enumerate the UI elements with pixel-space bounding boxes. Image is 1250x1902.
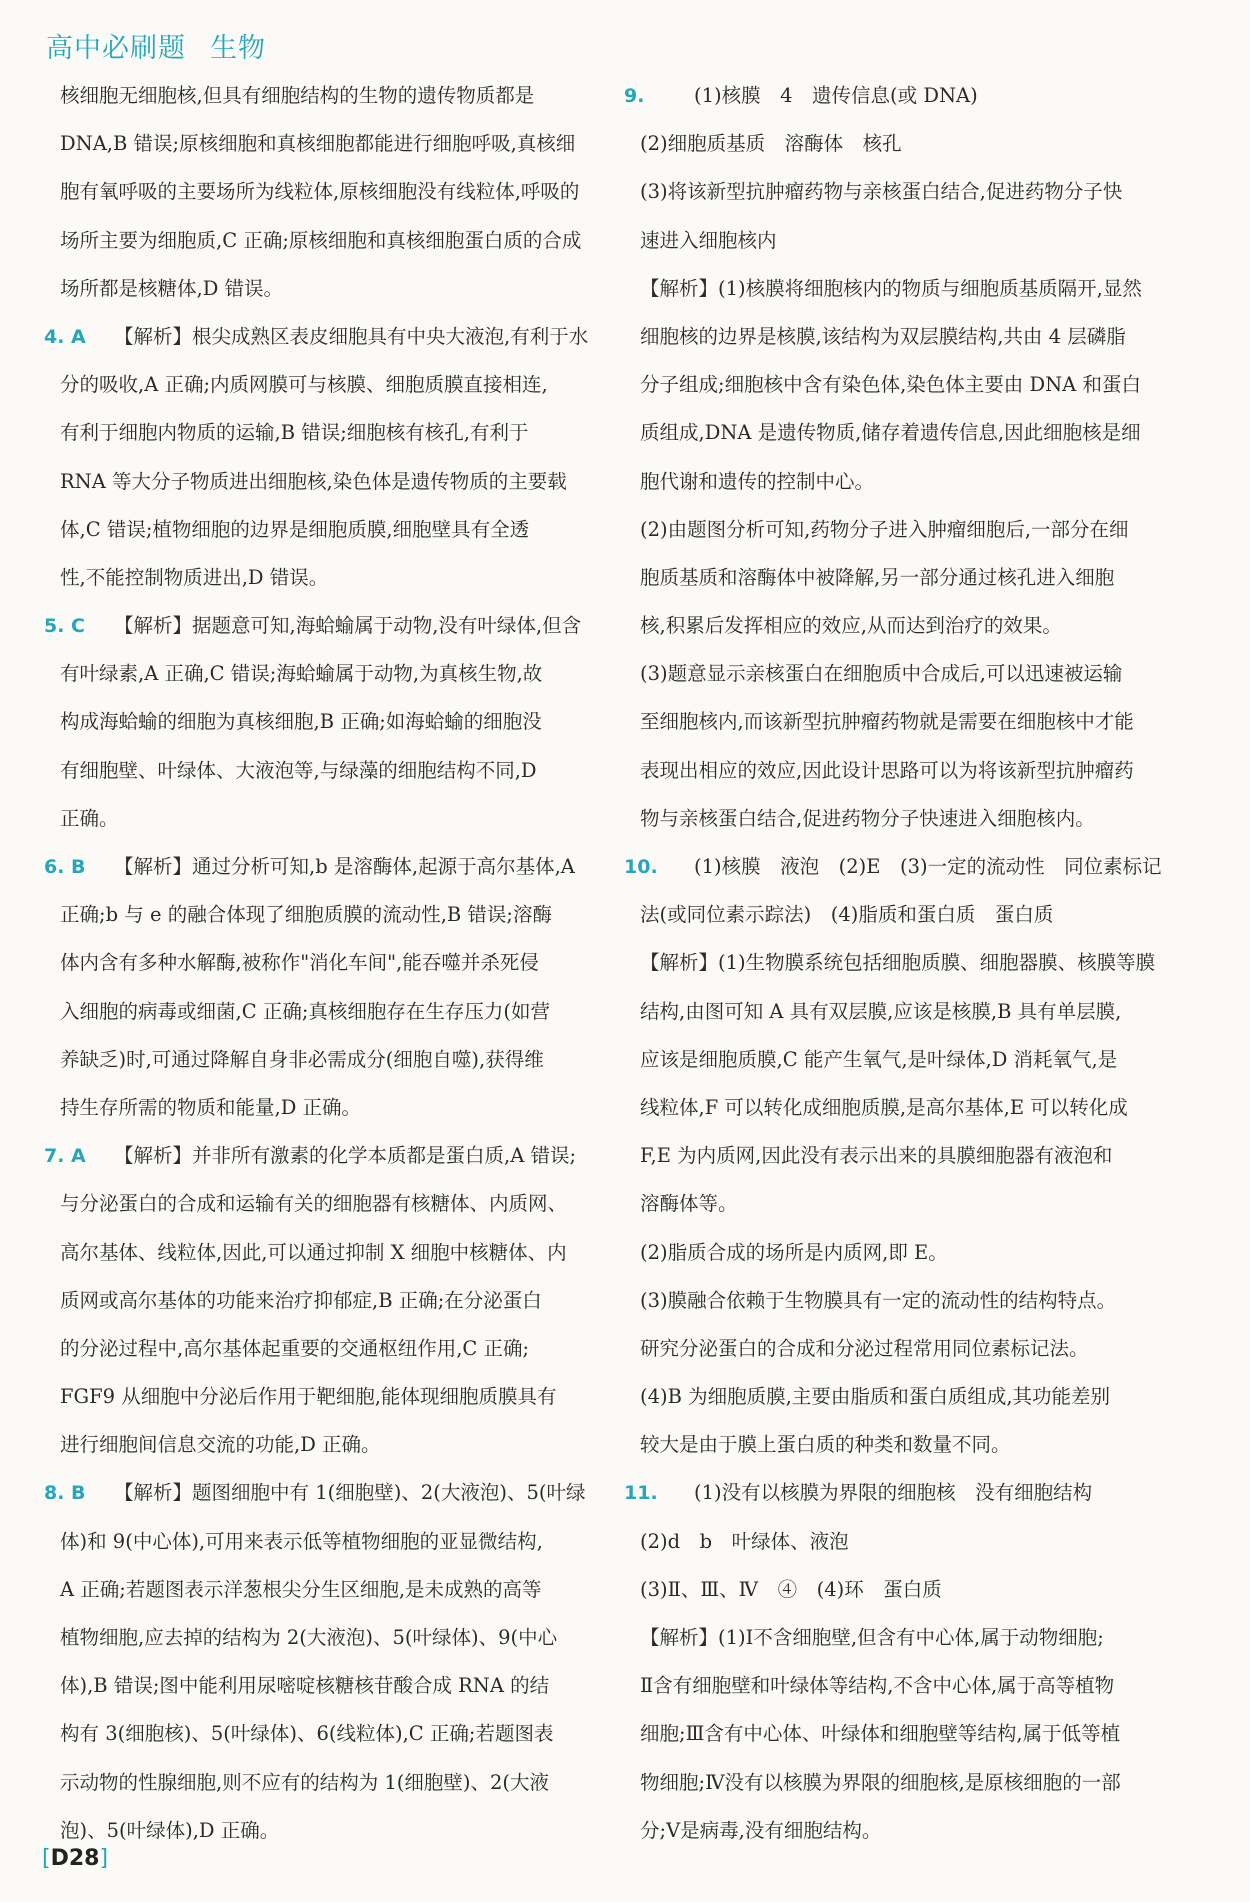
text-line: [640, 1229, 1200, 1277]
line-text: 应该是细胞质膜,C 能产生氧气,是叶绿体,D 消耗氧气,是: [640, 1047, 1118, 1071]
line-text: 物细胞;Ⅳ没有以核膜为界限的细胞核,是原核细胞的一部: [640, 1770, 1121, 1794]
text-line: [60, 1759, 610, 1807]
line-text: 构成海蛤蝓的细胞为真核细胞,B 正确;如海蛤蝓的细胞没: [60, 710, 542, 734]
question-number: 5. C: [44, 615, 85, 638]
text-line: [640, 1036, 1200, 1084]
text-line: [60, 988, 610, 1036]
line-text: 分;Ⅴ是病毒,没有细胞结构。: [640, 1818, 882, 1842]
text-line: [640, 1180, 1200, 1228]
book-title: 高中必刷题: [46, 33, 186, 64]
text-line: [60, 217, 610, 265]
text-line: [60, 409, 610, 457]
line-text: 正确;b 与 e 的融合体现了细胞质膜的流动性,B 错误;溶酶: [60, 903, 552, 927]
text-line: [60, 1662, 610, 1710]
line-text: 至细胞核内,而该新型抗肿瘤药物就是需要在细胞核中才能: [640, 710, 1134, 734]
line-text: 体),B 错误;图中能利用尿嘧啶核糖核苷酸合成 RNA 的结: [60, 1674, 550, 1698]
text-line: [60, 939, 610, 987]
text-line: [640, 891, 1200, 939]
line-text: 体,C 错误;植物细胞的边界是细胞质膜,细胞壁具有全透: [60, 517, 530, 541]
left-column: [44, 72, 610, 1855]
line-text: (2)脂质合成的场所是内质网,即 E。: [640, 1240, 948, 1264]
question-number: 8. B: [44, 1482, 86, 1505]
text-line: [60, 650, 610, 698]
line-text: 【解析】(1)核膜将细胞核内的物质与细胞质基质隔开,显然: [640, 276, 1142, 300]
text-line: [640, 168, 1200, 216]
line-text: (3)题意显示亲核蛋白在细胞质中合成后,可以迅速被运输: [640, 662, 1123, 686]
subject-label: 生物: [210, 33, 266, 64]
line-text: 有叶绿素,A 正确,C 错误;海蛤蝓属于动物,为真核生物,故: [60, 662, 543, 686]
text-line: [640, 1421, 1200, 1469]
line-text: 性,不能控制物质进出,D 错误。: [60, 565, 329, 589]
text-line: [640, 1759, 1200, 1807]
text-line: [640, 1614, 1200, 1662]
line-text: 物与亲核蛋白结合,促进药物分子快速进入细胞核内。: [640, 806, 1095, 830]
text-line: [60, 1614, 610, 1662]
text-line: [60, 891, 610, 939]
text-line: [640, 1132, 1200, 1180]
line-text: 【解析】(1)生物膜系统包括细胞质膜、细胞器膜、核膜等膜: [640, 951, 1156, 975]
text-line: [60, 1373, 610, 1421]
line-text: A 正确;若题图表示洋葱根尖分生区细胞,是未成熟的高等: [60, 1577, 542, 1601]
line-text: (3)将该新型抗肿瘤药物与亲核蛋白结合,促进药物分子快: [640, 180, 1123, 204]
line-text: 研究分泌蛋白的合成和分泌过程常用同位素标记法。: [640, 1336, 1089, 1360]
page-number: [D28]: [42, 1846, 109, 1871]
text-line: [44, 1469, 610, 1517]
line-text: 结构,由图可知 A 具有双层膜,应该是核膜,B 具有单层膜,: [640, 999, 1122, 1023]
line-text: 法(或同位素示踪法) (4)脂质和蛋白质 蛋白质: [640, 903, 1054, 927]
text-line: [640, 1566, 1200, 1614]
question-number: 9.: [624, 85, 645, 107]
text-line: [624, 72, 1200, 120]
text-line: [640, 506, 1200, 554]
text-line: [60, 458, 610, 506]
question-number: 6. B: [44, 856, 86, 878]
text-line: [60, 1807, 610, 1855]
line-text: 正确。: [60, 806, 119, 830]
text-line: [60, 1566, 610, 1614]
text-line: [640, 1662, 1200, 1710]
text-line: [640, 988, 1200, 1036]
line-text: 【解析】题图细胞中有 1(细胞壁)、2(大液泡)、5(叶绿: [114, 1481, 586, 1505]
question-number: 10.: [624, 856, 658, 878]
text-line: [60, 506, 610, 554]
text-line: [44, 313, 610, 361]
text-line: [640, 1084, 1200, 1132]
text-line: [640, 939, 1200, 987]
text-line: [60, 1710, 610, 1758]
line-text: 表现出相应的效应,因此设计思路可以为将该新型抗肿瘤药: [640, 758, 1134, 782]
text-line: [640, 1277, 1200, 1325]
text-line: [640, 1325, 1200, 1373]
text-line: [640, 747, 1200, 795]
text-line: [60, 795, 610, 843]
question-number: 7. A: [44, 1145, 86, 1168]
question-number: 11.: [624, 1482, 658, 1505]
line-text: 细胞核的边界是核膜,该结构为双层膜结构,共由 4 层磷脂: [640, 324, 1126, 348]
right-column: [624, 72, 1200, 1855]
line-text: 核,积累后发挥相应的效应,从而达到治疗的效果。: [640, 614, 1062, 638]
text-line: [640, 265, 1200, 313]
text-line: [60, 1180, 610, 1228]
line-text: (3)Ⅱ、Ⅲ、Ⅳ ④ (4)环 蛋白质: [640, 1577, 942, 1601]
line-text: 细胞;Ⅲ含有中心体、叶绿体和细胞壁等结构,属于低等植: [640, 1722, 1121, 1746]
text-line: [44, 602, 610, 650]
line-text: 线粒体,F 可以转化成细胞质膜,是高尔基体,E 可以转化成: [640, 1095, 1128, 1119]
line-text: 体内含有多种水解酶,被称作"消化车间",能吞噬并杀死侵: [60, 951, 539, 975]
line-text: 场所都是核糖体,D 错误。: [60, 276, 284, 300]
text-line: [640, 458, 1200, 506]
text-line: [60, 1229, 610, 1277]
line-text: 质网或高尔基体的功能来治疗抑郁症,B 正确;在分泌蛋白: [60, 1288, 542, 1312]
text-line: [60, 1036, 610, 1084]
line-text: 溶酶体等。: [640, 1192, 738, 1216]
line-text: 胞有氧呼吸的主要场所为线粒体,原核细胞没有线粒体,呼吸的: [60, 180, 580, 204]
line-text: 构有 3(细胞核)、5(叶绿体)、6(线粒体),C 正确;若题图表: [60, 1722, 554, 1746]
text-line: [640, 313, 1200, 361]
line-text: RNA 等大分子物质进出细胞核,染色体是遗传物质的主要载: [60, 469, 567, 493]
line-text: (2)由题图分析可知,药物分子进入肿瘤细胞后,一部分在细: [640, 517, 1129, 541]
text-line: [60, 747, 610, 795]
line-text: 场所主要为细胞质,C 正确;原核细胞和真核细胞蛋白质的合成: [60, 228, 582, 252]
page-header: [46, 26, 266, 65]
text-line: [60, 168, 610, 216]
text-line: [640, 1710, 1200, 1758]
question-number: 4. A: [44, 325, 86, 348]
line-text: 示动物的性腺细胞,则不应有的结构为 1(细胞壁)、2(大液: [60, 1770, 550, 1794]
line-text: 持生存所需的物质和能量,D 正确。: [60, 1095, 362, 1119]
text-line: [60, 265, 610, 313]
text-line: [624, 1469, 1200, 1517]
line-text: 泡)、5(叶绿体),D 正确。: [60, 1818, 280, 1842]
line-text: (4)B 为细胞质膜,主要由脂质和蛋白质组成,其功能差别: [640, 1385, 1111, 1409]
line-text: 胞代谢和遗传的控制中心。: [640, 469, 875, 493]
line-text: 质组成,DNA 是遗传物质,储存着遗传信息,因此细胞核是细: [640, 421, 1141, 445]
line-text: (1)没有以核膜为界限的细胞核 没有细胞结构: [694, 1481, 1093, 1505]
line-text: 速进入细胞核内: [640, 228, 777, 252]
text-line: [640, 217, 1200, 265]
line-text: FGF9 从细胞中分泌后作用于靶细胞,能体现细胞质膜具有: [60, 1385, 557, 1409]
text-line: [44, 843, 610, 891]
text-line: [640, 650, 1200, 698]
line-text: DNA,B 错误;原核细胞和真核细胞都能进行细胞呼吸,真核细: [60, 132, 576, 156]
text-line: [624, 843, 1200, 891]
line-text: 分的吸收,A 正确;内质网膜可与核膜、细胞质膜直接相连,: [60, 373, 548, 397]
line-text: 植物细胞,应去掉的结构为 2(大液泡)、5(叶绿体)、9(中心: [60, 1626, 558, 1649]
text-line: [60, 1518, 610, 1566]
line-text: 胞质基质和溶酶体中被降解,另一部分通过核孔进入细胞: [640, 565, 1115, 589]
line-text: 【解析】并非所有激素的化学本质都是蛋白质,A 错误;: [114, 1144, 577, 1168]
line-text: 【解析】据题意可知,海蛤蝓属于动物,没有叶绿体,但含: [114, 614, 582, 638]
line-text: 有细胞壁、叶绿体、大液泡等,与绿藻的细胞结构不同,D: [60, 758, 537, 782]
text-line: [60, 72, 610, 120]
line-text: (2)d b 叶绿体、液泡: [640, 1529, 849, 1553]
text-line: [640, 1373, 1200, 1421]
line-text: 【解析】(1)Ⅰ不含细胞壁,但含有中心体,属于动物细胞;: [640, 1626, 1104, 1649]
text-line: [640, 602, 1200, 650]
text-line: [44, 1132, 610, 1180]
line-text: 有利于细胞内物质的运输,B 错误;细胞核有核孔,有利于: [60, 421, 529, 445]
text-line: [60, 1325, 610, 1373]
text-line: [60, 1277, 610, 1325]
line-text: 进行细胞间信息交流的功能,D 正确。: [60, 1433, 381, 1457]
line-text: 较大是由于膜上蛋白质的种类和数量不同。: [640, 1433, 1011, 1457]
line-text: (1)核膜 4 遗传信息(或 DNA): [694, 84, 978, 107]
line-text: F,E 为内质网,因此没有表示出来的具膜细胞器有液泡和: [640, 1144, 1113, 1168]
text-line: [60, 361, 610, 409]
line-text: (1)核膜 液泡 (2)E (3)一定的流动性 同位素标记: [694, 855, 1162, 878]
text-line: [640, 795, 1200, 843]
line-text: 的分泌过程中,高尔基体起重要的交通枢纽作用,C 正确;: [60, 1336, 530, 1360]
line-text: (3)膜融合依赖于生物膜具有一定的流动性的结构特点。: [640, 1288, 1117, 1312]
text-line: [640, 409, 1200, 457]
text-line: [60, 1084, 610, 1132]
text-line: [640, 698, 1200, 746]
text-line: [60, 1421, 610, 1469]
page-number-text: D28: [50, 1846, 100, 1871]
line-text: 核细胞无细胞核,但具有细胞结构的生物的遗传物质都是: [60, 84, 535, 107]
line-text: (2)细胞质基质 溶酶体 核孔: [640, 132, 902, 156]
text-line: [640, 554, 1200, 602]
text-line: [60, 698, 610, 746]
text-line: [60, 120, 610, 168]
line-text: 【解析】通过分析可知,b 是溶酶体,起源于高尔基体,A: [114, 855, 575, 878]
line-text: 养缺乏)时,可通过降解自身非必需成分(细胞自噬),获得维: [60, 1047, 544, 1071]
text-line: [60, 554, 610, 602]
line-text: 【解析】根尖成熟区表皮细胞具有中央大液泡,有利于水: [114, 324, 589, 348]
line-text: Ⅱ含有细胞壁和叶绿体等结构,不含中心体,属于高等植物: [640, 1674, 1115, 1698]
line-text: 体)和 9(中心体),可用来表示低等植物细胞的亚显微结构,: [60, 1529, 543, 1553]
text-line: [640, 120, 1200, 168]
line-text: 与分泌蛋白的合成和运输有关的细胞器有核糖体、内质网、: [60, 1192, 568, 1216]
text-line: [640, 361, 1200, 409]
line-text: 入细胞的病毒或细菌,C 正确;真核细胞存在生存压力(如营: [60, 999, 550, 1023]
line-text: 分子组成;细胞核中含有染色体,染色体主要由 DNA 和蛋白: [640, 373, 1141, 397]
text-line: [640, 1518, 1200, 1566]
text-line: [640, 1807, 1200, 1855]
line-text: 高尔基体、线粒体,因此,可以通过抑制 X 细胞中核糖体、内: [60, 1240, 567, 1264]
